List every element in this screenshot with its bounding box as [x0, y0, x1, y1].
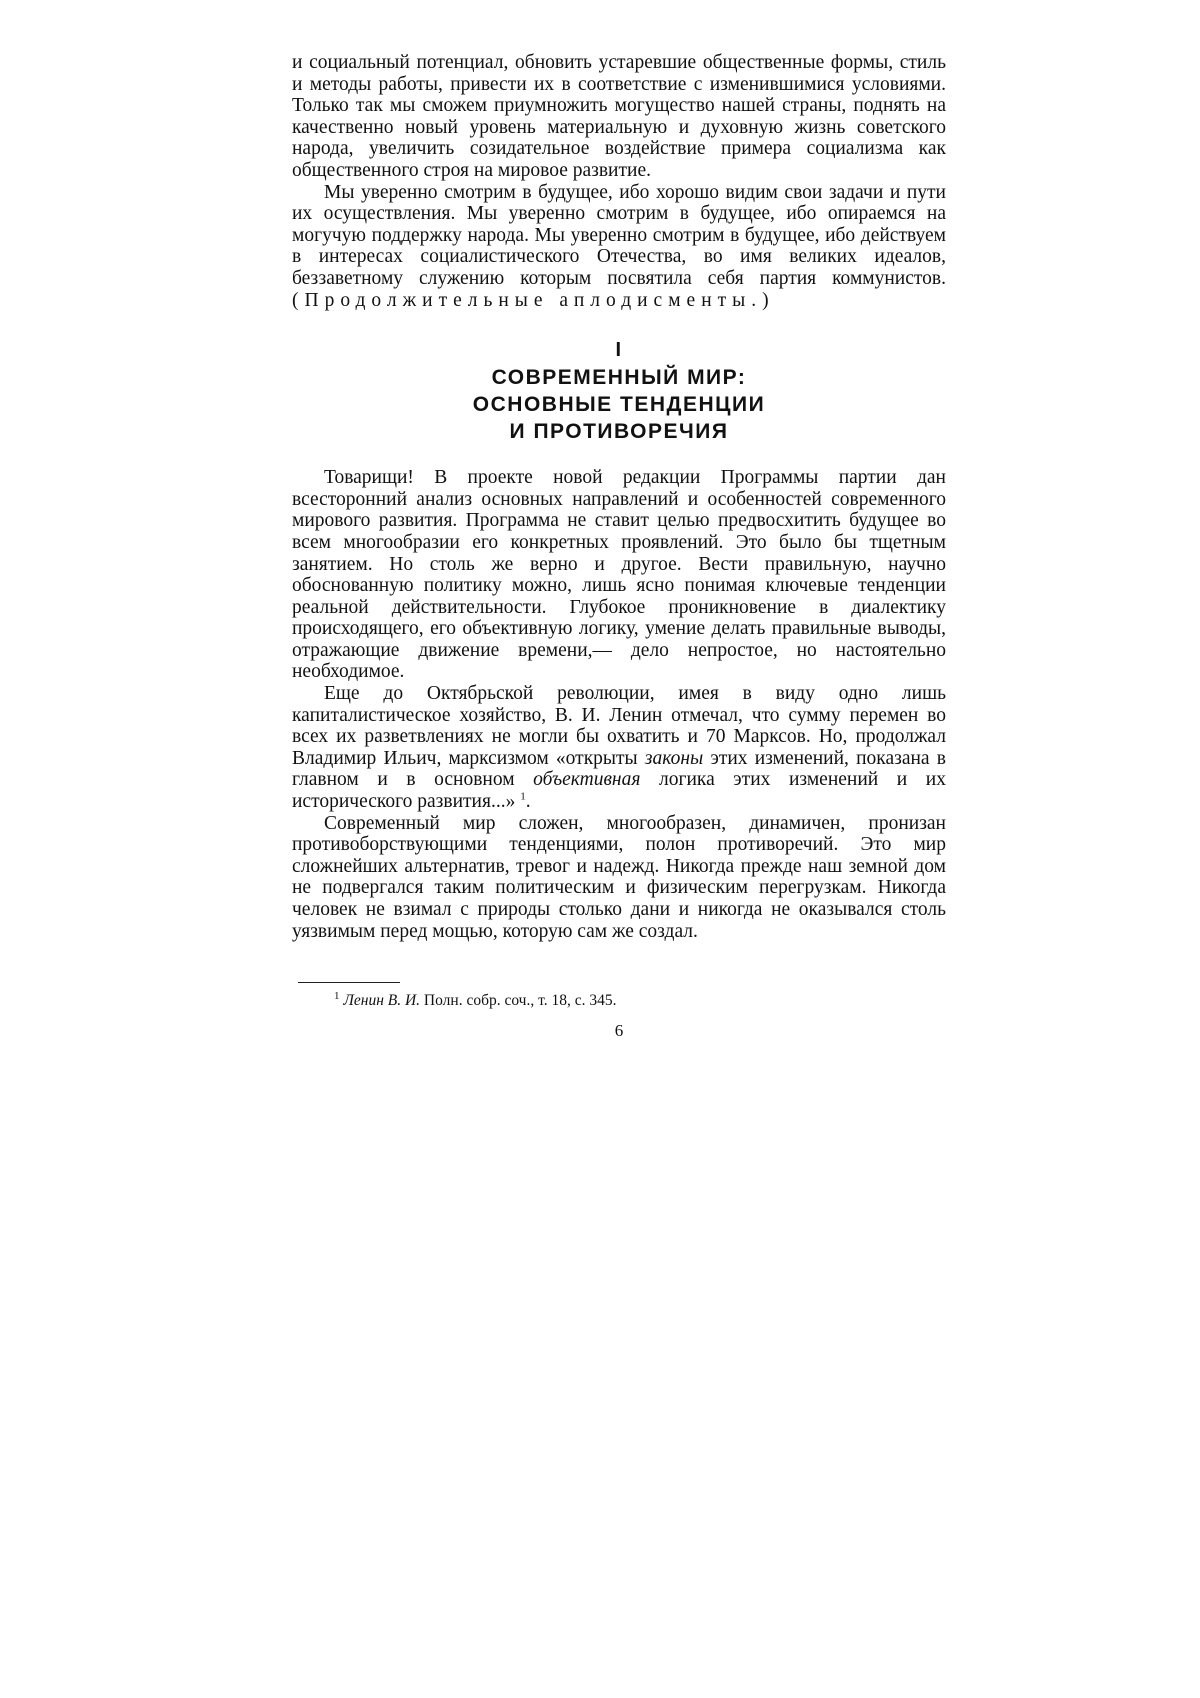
footnote-marker: 1: [334, 990, 340, 1003]
page-number: 6: [614, 1021, 624, 1041]
intro-paragraph-1: и социальный потенциал, обновить устаревшие общественные формы, стиль и методы работы, привести их в соответствие с изменившимися условиями. Только так мы сможем приумножить могущество нашей страны, поднять на качественно новый уровень материальную и духовную жизнь советского народа, увеличить созидательное воздействие примера социализма как общественного строя на мировое развитие.: [292, 52, 946, 181]
section-title-line-2: ОСНОВНЫЕ ТЕНДЕНЦИИ: [472, 393, 766, 417]
body-paragraph-2-part-1: Еще до Октябрьской революции, имея в виду одно лишь капиталистическое хозяйство, В. И. Ленин отмечал, что сумму перемен во всех их разветвлениях не могли бы охватить и 70 Марксов. Но, продолжал Владимир Ильич, марксизмом «открыты: [292, 683, 946, 769]
section-title-line-1: СОВРЕМЕННЫЙ МИР:: [491, 366, 747, 390]
intro-paragraph-2: [292, 182, 946, 312]
emphasis-obektivnaya: объективная: [533, 769, 641, 791]
footnote-citation: Полн. собр. соч., т. 18, с. 345.: [423, 992, 617, 1010]
emphasis-zakony: законы: [644, 747, 704, 769]
footnote-author: Ленин В. И.: [343, 992, 421, 1010]
body-paragraph-3: Современный мир сложен, многообразен, динамичен, пронизан противоборствующими тенденциями, полон противоречий. Это мир сложнейших альтернатив, тревог и надежд. Никогда прежде наш земной дом не подвергался таким политическим и физическим перегрузкам. Никогда человек не взимал с природы столько дани и никогда не оказывался столь уязвимым перед мощью, которую сам же создал.: [292, 812, 946, 942]
body-paragraph-2: [292, 683, 946, 813]
body-paragraph-1: Товарищи! В проекте новой редакции Программы партии дан всесторонний анализ основных направлений и особенностей современного мирового развития. Программа не ставит целью предвосхитить будущее во всем многообразии его конкретных проявлений. Это было бы тщетным занятием. Но столь же верно и другое. Вести правильную, научно обоснованную политику можно, лишь ясно понимая ключевые тенденции реальной действительности. Глубокое проникновение в диалектику происходящего, его объективную логику, умение делать правильные выводы, отражающие движение времени,— дело непростое, но настоятельно необходимое.: [292, 467, 946, 683]
section-numeral: I: [615, 339, 623, 362]
applause-remark: (Продолжительные аплодисменты.): [292, 289, 775, 311]
intro-paragraph-2-text: Мы уверенно смотрим в будущее, ибо хорошо видим свои задачи и пути их осуществления. Мы уверенно смотрим в будущее, ибо опираемся на могучую поддержку народа. Мы уверенно смотрим в будущее, ибо действуем в интересах социалистического Отечества, во имя великих идеалов, беззаветному служению которым посвятила себя партия коммунистов.: [292, 181, 946, 289]
body-paragraph-2-part-3: логика этих изменений и их исторического развития...»: [292, 769, 946, 813]
book-page: [292, 52, 946, 1041]
footnote-reference: 1: [520, 790, 526, 803]
body-paragraph-2-end: .: [525, 791, 531, 813]
section-title-line-3: И ПРОТИВОРЕЧИЯ: [509, 420, 729, 444]
footnote-divider: [298, 982, 400, 983]
section-heading: [292, 337, 946, 445]
body-paragraph-2-part-2: этих изменений, показана в главном и в основном: [292, 747, 946, 791]
footnote: [292, 991, 946, 1011]
